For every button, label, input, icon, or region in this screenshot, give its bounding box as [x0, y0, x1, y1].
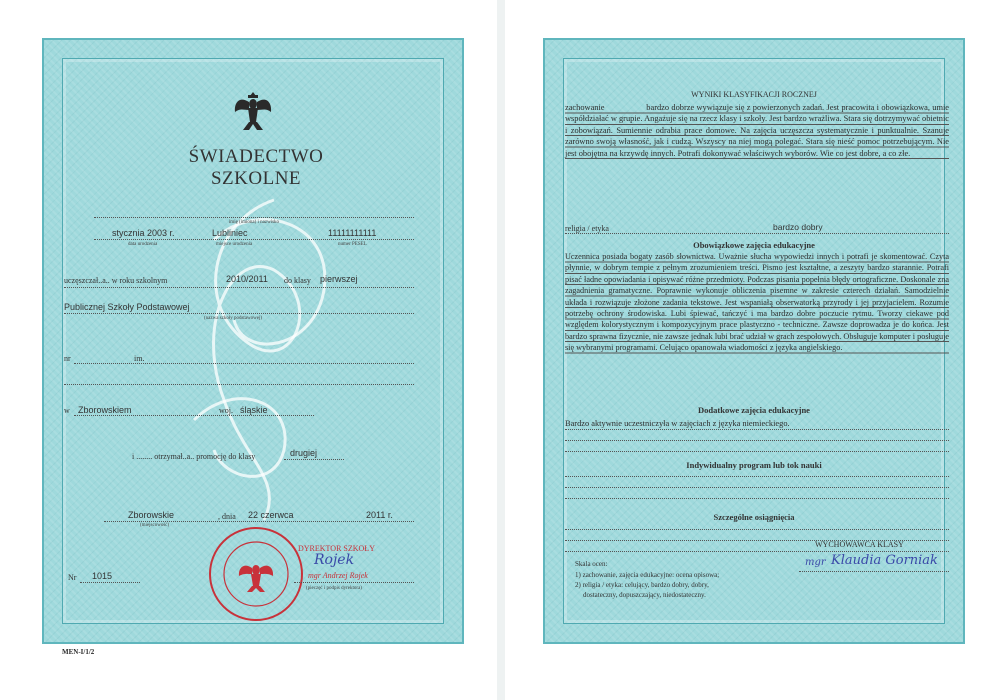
scale-1: 1) zachowanie, zajęcia edukacyjne: ocena opisowa; — [575, 571, 720, 579]
blank-line-1 — [64, 384, 414, 385]
behaviour-text: bardzo dobrze wywiązuje się z powierzonych zadań. Jest pracowita i obowiązkowa, umie współdziałać w grupie. Angażuje się na rzecz klasy i szkoły. Jest bardzo wrażliwa. Stara się dotrzymywać obietnic i zobowiązań. Sumiennie odrabia prace domowe. Na zajęcia uczęszcza systematycznie i punktualnie. Szanuje zarówno swoją własność, jak i cudzą. Wszyscy na niej mogą polegać. Stara się nieść pomoc potrzebującym. Nie jest obojętna na krzywdę innych. Potrafi dokonywać właściwych wyborów. Wie co jest dobre, a co złe. — [565, 103, 950, 158]
birth-place: Lubliniec — [212, 228, 248, 238]
teacher-prefix: mgr — [805, 557, 826, 568]
director-caption: (pieczęć i podpis dyrektora) — [306, 586, 362, 591]
voivodeship: śląskie — [240, 405, 268, 415]
achievements-heading: Szczególne osiągnięcia — [713, 512, 795, 522]
polish-eagle-icon — [232, 86, 274, 132]
religion-line — [565, 233, 949, 234]
date: 22 czerwca — [248, 510, 294, 520]
town: Zborowskiem — [78, 405, 132, 415]
certificate-back-page — [505, 0, 1002, 700]
religion-label: religia / etyka — [565, 224, 609, 233]
teacher-signature: Klaudia Gorniak — [831, 553, 938, 568]
date-label: , dnia — [218, 512, 236, 521]
pesel-caption: numer PESEL — [338, 242, 367, 247]
school-stamp-icon — [206, 524, 306, 624]
class-attended: pierwszej — [320, 274, 358, 284]
mandatory-heading: Obowiązkowe zajęcia edukacyjne — [693, 240, 815, 250]
school-name: Publicznej Szkoły Podstawowej — [64, 302, 190, 312]
director-title: DYREKTOR SZKOŁY — [298, 544, 375, 553]
pesel-number: 11111111111 — [328, 228, 377, 238]
date-line — [104, 521, 414, 522]
school-year: 2010/2011 — [226, 274, 268, 284]
form-code: MEN-I/1/2 — [62, 648, 95, 656]
w-label: w — [64, 406, 70, 415]
achievements-line-1 — [565, 529, 949, 530]
school-name-line — [64, 313, 414, 314]
birth-date-caption: data urodzenia — [128, 242, 158, 247]
year: 2011 r. — [366, 510, 393, 520]
individual-heading: Indywidualny program lub tok nauki — [686, 460, 822, 470]
school-name-caption: (nazwa szkoły podstawowej) — [204, 316, 263, 321]
name-line — [94, 217, 414, 218]
attended-label: uczęszczał..a.. w roku szkolnym — [64, 276, 168, 285]
nr-doc: 1015 — [92, 571, 113, 581]
birth-line — [94, 239, 414, 240]
im-label: im. — [134, 354, 145, 363]
results-frame — [543, 38, 965, 644]
scale-title: Skala ocen: — [575, 560, 608, 568]
page-gutter — [497, 0, 505, 700]
next-class: drugiej — [290, 448, 318, 458]
voivodeship-label: woj. — [219, 406, 233, 415]
mandatory-text: Uczennica posiada bogaty zasób słownictwa. Uważnie słucha wypowiedzi innych i potrafi je skomentować. Czyta płynnie, w dobrym tempie z pełnym zrozumieniem treści. Pismo jest kształtne, a zeszyty bardzo starannie. Potrafi pisać ładne opowiadania i opisywać różne przedmioty. Podczas pisania popełnia błędy ortograficzne. Doskonale zna zagadnienia gramatyczne. Poprawnie wykonuje obliczenia pisemne w zakresie czterech działań. Samodzielnie układa i rozwiązuje złożone zadania tekstowe. Jest wspaniałą obserwatorką przyrody i jej przyjacielem. Rozumie potrzebę ochrony środowiska. Lubi śpiewać, tańczyć i ma bardzo dobre poczucie rytmu. Tworzy ciekawe pod względem kolorystycznym i kompozycyjnym prace plastyczno - techniczne. Zawsze doprowadza je do końca. Jest bardzo sprawna fizycznie, nie zawsze jednak lubi brać udział w grach zespołowych. Obsługuje komputer i posługuje się wybranymi programami. Celująco opanowała wiadomości z języka angielskiego. — [565, 252, 949, 353]
next-class-line — [284, 459, 344, 460]
individual-line-2 — [565, 487, 949, 488]
behaviour-block — [565, 102, 949, 159]
name-caption: imię (imiona) i nazwisko — [228, 220, 280, 225]
nr-doc-line — [80, 582, 140, 583]
nr-label: nr — [64, 354, 71, 363]
scale-3: dostateczny, dopuszczający, niedostateczny. — [583, 591, 706, 599]
to-class-label: do klasy — [284, 276, 311, 285]
additional-text: Bardzo aktywnie uczestniczyła w zajęciach z języka niemieckiego. — [565, 419, 790, 428]
birth-date: stycznia 2003 r. — [112, 228, 175, 238]
individual-line-1 — [565, 476, 949, 477]
place-caption: (miejscowość) — [140, 523, 170, 528]
teacher-title: WYCHOWAWCA KLASY — [815, 540, 904, 549]
certificate-title: ŚWIADECTWO SZKOLNE — [188, 146, 324, 189]
monogram-ornament-icon — [154, 180, 354, 540]
additional-line-3 — [565, 451, 949, 452]
certificate-front-page — [0, 0, 497, 700]
achievements-line-3 — [565, 551, 949, 552]
additional-heading: Dodatkowe zajęcia edukacyjne — [698, 405, 810, 415]
town-line — [74, 415, 314, 416]
behaviour-label: zachowanie — [565, 103, 605, 112]
additional-line-2 — [565, 440, 949, 441]
director-line — [294, 582, 414, 583]
nr-line — [74, 363, 414, 364]
attended-line — [64, 287, 414, 288]
scale-2: 2) religia / etyka: celujący, bardzo dobry, dobry, — [575, 581, 709, 589]
results-heading: WYNIKI KLASYFIKACJI ROCZNEJ — [691, 90, 817, 99]
nr-doc-label: Nr — [68, 573, 77, 582]
additional-line-1 — [565, 429, 949, 430]
director-signature: Rojek — [314, 552, 355, 568]
received-label: i ........ otrzymał..a.. promocję do klasy — [132, 452, 256, 461]
place: Zborowskie — [128, 510, 175, 520]
individual-line-3 — [565, 498, 949, 499]
teacher-line — [799, 571, 949, 572]
birth-place-caption: miejsce urodzenia — [216, 242, 253, 247]
director-name: mgr Andrzej Rojek — [308, 571, 368, 580]
certificate-frame — [42, 38, 464, 644]
religion-grade: bardzo dobry — [773, 222, 823, 232]
